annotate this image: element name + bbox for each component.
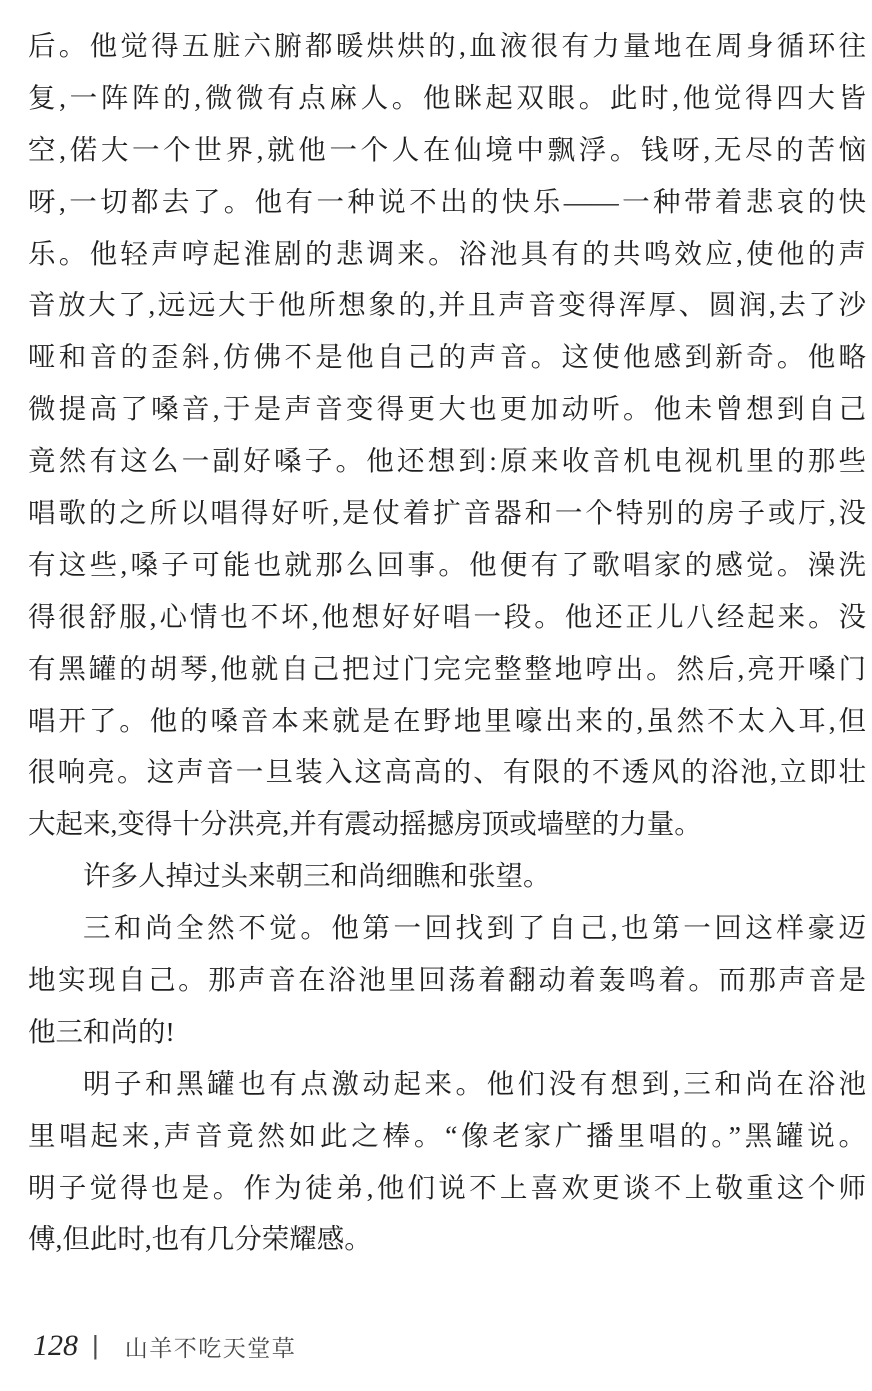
text-line: 许多人掉过头来朝三和尚细瞧和张望。: [83, 860, 551, 892]
text-line: 唱开了。他的嗓音本来就是在野地里嚎出来的,虽然不太入耳,但: [28, 704, 866, 736]
text-line: 他三和尚的!: [28, 1015, 175, 1047]
page-number: 128: [33, 1329, 78, 1362]
text-line: 音放大了,远远大于他所想象的,并且声音变得浑厚、圆润,去了沙: [28, 289, 866, 321]
text-line: 空,偌大一个世界,就他一个人在仙境中飘浮。钱呀,无尽的苦恼: [28, 133, 866, 165]
text-line: 哑和音的歪斜,仿佛不是他自己的声音。这使他感到新奇。他略: [28, 341, 866, 373]
text-line: 竟然有这么一副好嗓子。他还想到:原来收音机电视机里的那些: [28, 445, 866, 477]
text-line: 唱歌的之所以唱得好听,是仗着扩音器和一个特别的房子或厅,没: [28, 497, 866, 529]
text-line: 明子觉得也是。作为徒弟,他们说不上喜欢更谈不上敬重这个师: [28, 1171, 866, 1203]
page-footer: [33, 1326, 296, 1366]
text-line: 乐。他轻声哼起淮剧的悲调来。浴池具有的共鸣效应,使他的声: [28, 237, 866, 269]
text-line: 得很舒服,心情也不坏,他想好好唱一段。他还正儿八经起来。没: [28, 600, 866, 632]
text-line: 傅,但此时,也有几分荣耀感。: [28, 1223, 372, 1255]
footer-separator: |: [92, 1329, 99, 1360]
text-line: 大起来,变得十分洪亮,并有震动摇撼房顶或墙壁的力量。: [28, 808, 702, 840]
text-line: 后。他觉得五脏六腑都暖烘烘的,血液很有力量地在周身循环往: [28, 30, 866, 61]
book-title: 山羊不吃天堂草: [124, 1334, 297, 1361]
text-line: 明子和黑罐也有点激动起来。他们没有想到,三和尚在浴池: [83, 1067, 866, 1099]
text-line: 里唱起来,声音竟然如此之棒。“像老家广播里唱的。”黑罐说。: [28, 1119, 866, 1151]
text-line: 有这些,嗓子可能也就那么回事。他便有了歌唱家的感觉。澡洗: [28, 548, 866, 580]
text-line: 很响亮。这声音一旦装入这高高的、有限的不透风的浴池,立即壮: [28, 756, 866, 788]
text-line: 复,一阵阵的,微微有点麻人。他眯起双眼。此时,他觉得四大皆: [28, 81, 866, 113]
text-line: 微提高了嗓音,于是声音变得更大也更加动听。他未曾想到自己: [28, 393, 866, 425]
body-text: [28, 20, 866, 1265]
text-line: 地实现自己。那声音在浴池里回荡着翻动着轰鸣着。而那声音是: [28, 964, 866, 996]
text-line: 呀,一切都去了。他有一种说不出的快乐——一种带着悲哀的快: [28, 185, 866, 217]
text-line: 三和尚全然不觉。他第一回找到了自己,也第一回这样豪迈: [83, 912, 866, 944]
text-line: 有黑罐的胡琴,他就自己把过门完完整整地哼出。然后,亮开嗓门: [28, 652, 866, 684]
